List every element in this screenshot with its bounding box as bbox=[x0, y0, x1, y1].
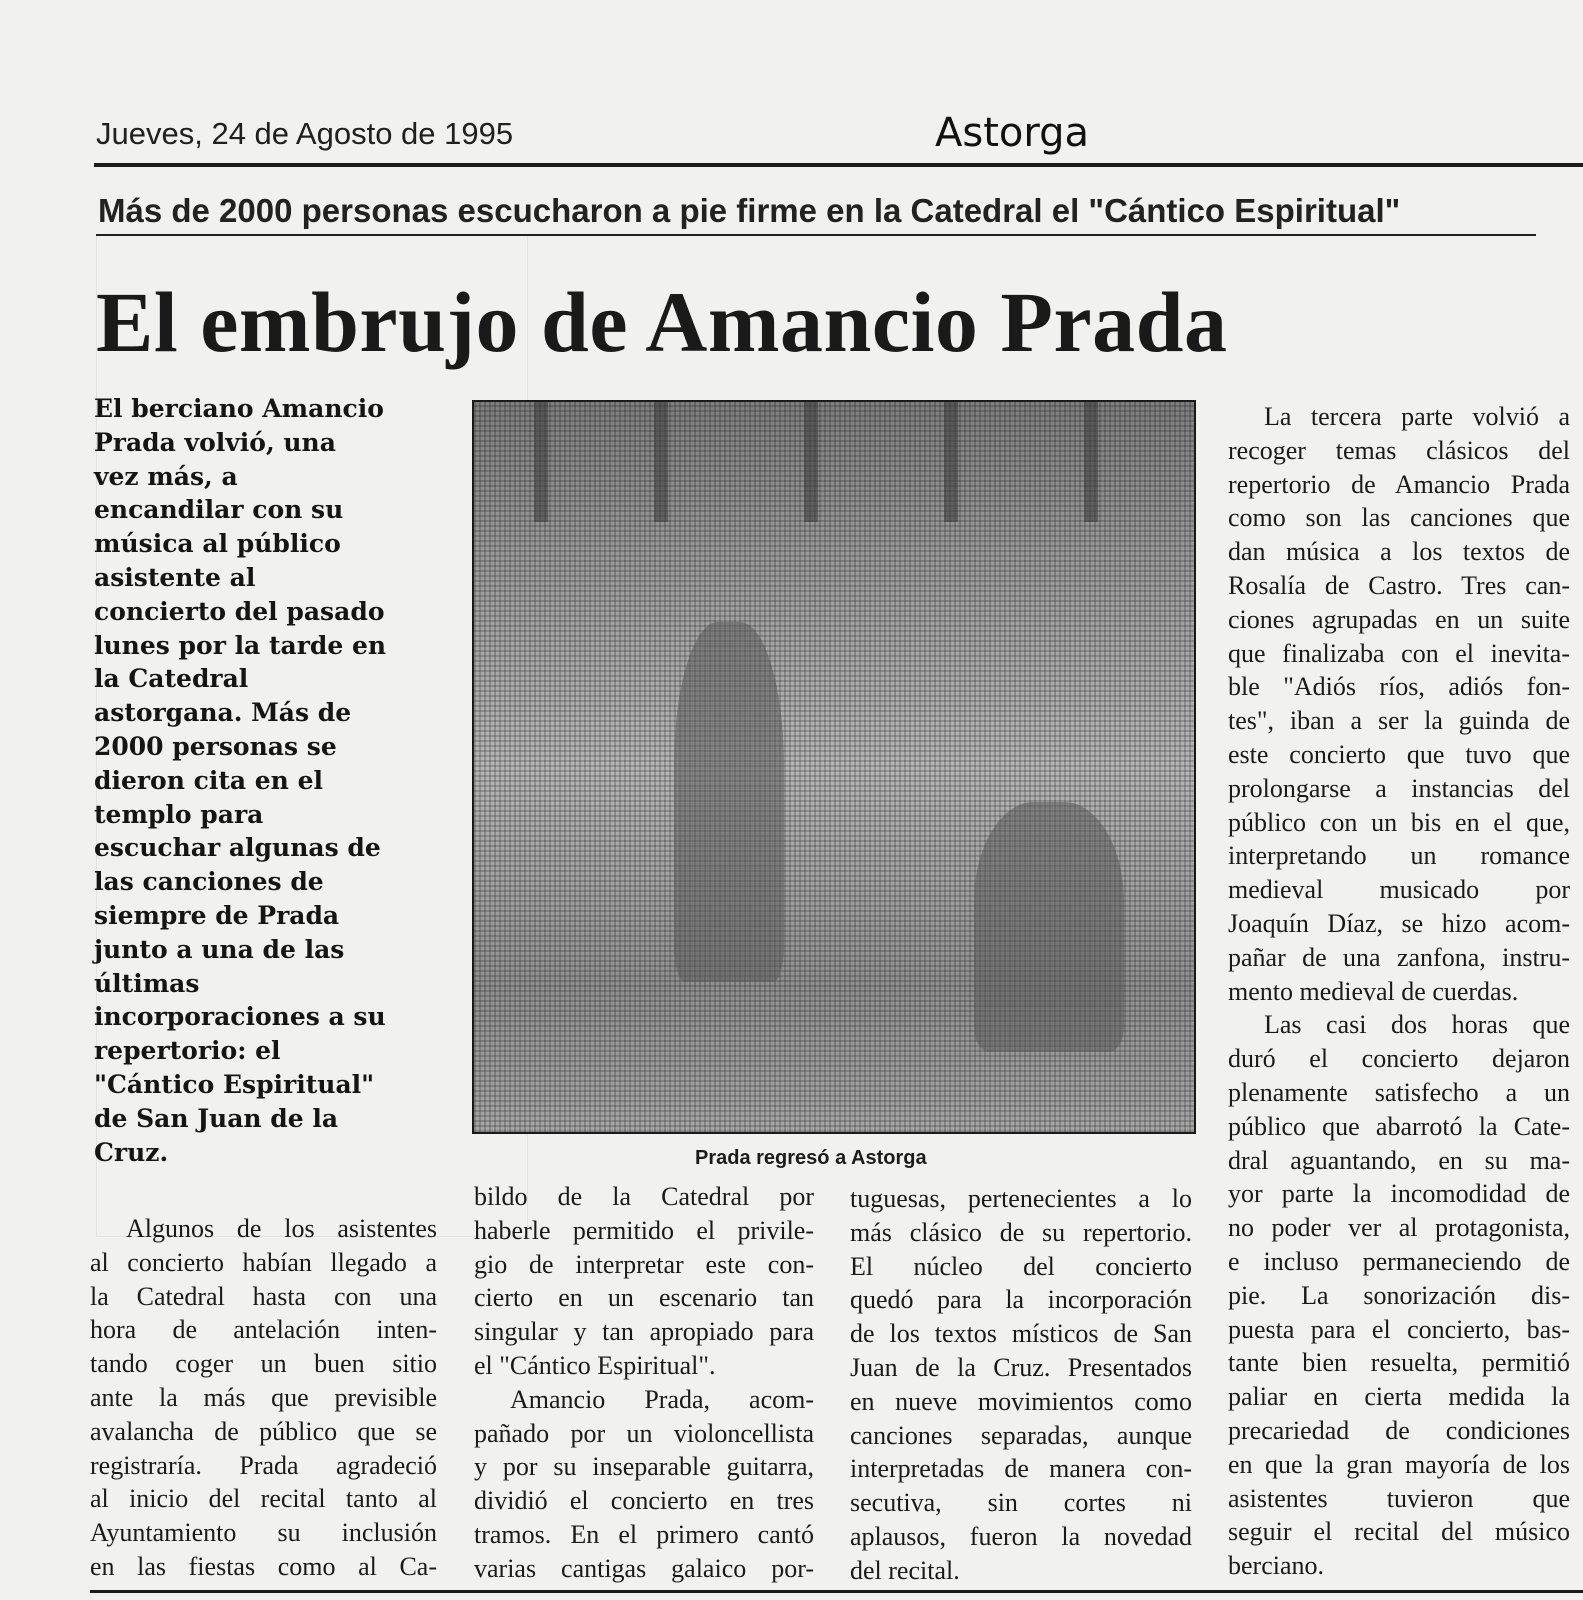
text-line: la Catedral hasta con una bbox=[90, 1281, 437, 1311]
text-line: quedó para la incorporación bbox=[850, 1285, 1192, 1315]
text-line: dral aguantando, en su ma- bbox=[1228, 1145, 1570, 1175]
body-column-1 bbox=[90, 1212, 437, 1584]
text-line: registraría. Prada agradeció bbox=[90, 1450, 437, 1480]
text-line: aplausos, fueron la novedad bbox=[850, 1521, 1192, 1551]
text-line: paliar en cierta medida la bbox=[1228, 1382, 1570, 1412]
photo-shadow bbox=[1084, 402, 1098, 522]
text-line: Joaquín Díaz, se hizo acom- bbox=[1228, 908, 1570, 938]
photo-shadow bbox=[534, 402, 548, 522]
text-line: interpretadas de manera con- bbox=[850, 1454, 1192, 1484]
text-line: no poder ver al protagonista, bbox=[1228, 1213, 1570, 1243]
text-line: que finalizaba con el inevita- bbox=[1228, 638, 1570, 668]
text-line: en nueve movimientos como bbox=[850, 1386, 1192, 1416]
text-line: en las fiestas como al Ca- bbox=[90, 1551, 437, 1581]
lead-line: junto a una de las bbox=[94, 934, 345, 964]
text-line: canciones separadas, aunque bbox=[850, 1420, 1192, 1450]
text-line: y por su inseparable guitarra, bbox=[474, 1452, 814, 1482]
lead-line: lunes por la tarde en bbox=[94, 630, 387, 660]
bottom-rule bbox=[90, 1590, 1583, 1593]
text-line: plenamente satisfecho a un bbox=[1228, 1077, 1570, 1107]
text-line: Rosalía de Castro. Tres can- bbox=[1228, 570, 1570, 600]
text-line: Juan de la Cruz. Presentados bbox=[850, 1352, 1192, 1382]
lead-line: música al público bbox=[94, 529, 341, 559]
text-line: avalancha de público que se bbox=[90, 1416, 437, 1446]
text-line: al inicio del recital tanto al bbox=[90, 1484, 437, 1514]
text-line: hora de antelación inten- bbox=[90, 1315, 437, 1345]
text-line: este concierto que tuvo que bbox=[1228, 739, 1570, 769]
section-title: Astorga bbox=[935, 110, 1090, 156]
lead-line: últimas bbox=[94, 968, 200, 998]
text-line: el "Cántico Espiritual". bbox=[474, 1350, 716, 1380]
lead-line: Prada volvió, una bbox=[94, 427, 336, 457]
issue-date: Jueves, 24 de Agosto de 1995 bbox=[96, 116, 514, 151]
text-line: interpretando un romance bbox=[1228, 841, 1570, 871]
lead-line: El berciano Amancio bbox=[94, 394, 384, 423]
text-line: duró el concierto dejaron bbox=[1228, 1044, 1570, 1074]
text-line: medieval musicado por bbox=[1228, 875, 1570, 905]
text-line: más clásico de su repertorio. bbox=[850, 1217, 1192, 1247]
text-line: de los textos místicos de San bbox=[850, 1319, 1192, 1349]
lead-line: escuchar algunas de bbox=[94, 833, 381, 863]
text-line: asistentes tuvieron que bbox=[1228, 1483, 1570, 1513]
article-headline: El embrujo de Amancio Prada bbox=[96, 274, 1228, 370]
lead-line: siempre de Prada bbox=[94, 900, 340, 930]
text-line: haberle permitido el privile- bbox=[474, 1215, 814, 1245]
text-line: cierto en un escenario tan bbox=[474, 1283, 814, 1313]
lead-line: astorgana. Más de bbox=[94, 698, 352, 728]
photo-figure-singer bbox=[674, 622, 784, 982]
lead-line: la Catedral bbox=[94, 664, 249, 694]
text-line: repertorio de Amancio Prada bbox=[1228, 469, 1570, 499]
text-line: pie. La sonorización dis- bbox=[1228, 1280, 1570, 1310]
text-line: público con un bis en el que, bbox=[1228, 807, 1570, 837]
text-line: dividió el concierto en tres bbox=[474, 1486, 814, 1516]
kicker-subheadline: Más de 2000 personas escucharon a pie firme en la Catedral el "Cántico Espiritual" bbox=[98, 192, 1401, 229]
text-line: puesta para el concierto, bas- bbox=[1228, 1314, 1570, 1344]
text-line: en que la gran mayoría de los bbox=[1228, 1449, 1570, 1479]
text-line: e incluso permaneciendo de bbox=[1228, 1246, 1570, 1276]
text-line: La tercera parte volvió a bbox=[1264, 402, 1570, 431]
lead-line: las canciones de bbox=[94, 867, 324, 897]
text-line: dan música a los textos de bbox=[1228, 537, 1570, 567]
text-line: al concierto habían llegado a bbox=[90, 1247, 437, 1277]
text-line: tando coger un buen sitio bbox=[90, 1349, 437, 1379]
text-line: recoger temas clásicos del bbox=[1228, 435, 1570, 465]
lead-line: vez más, a bbox=[94, 461, 238, 491]
lead-line: dieron cita en el bbox=[94, 765, 323, 795]
text-line: pañar de una zanfona, instru- bbox=[1228, 942, 1570, 972]
lead-line: templo para bbox=[94, 799, 264, 829]
text-line: varias cantigas galaico por- bbox=[474, 1553, 814, 1583]
text-line: Ayuntamiento su inclusión bbox=[90, 1518, 437, 1548]
text-line: tuguesas, pertenecientes a lo bbox=[850, 1184, 1192, 1213]
kicker-underline bbox=[96, 234, 1536, 236]
text-line: secutiva, sin cortes ni bbox=[850, 1488, 1192, 1518]
header-rule bbox=[94, 163, 1583, 167]
lead-line: "Cántico Espiritual" bbox=[94, 1069, 375, 1099]
text-line: tante bien resuelta, permitió bbox=[1228, 1348, 1570, 1378]
text-line: Amancio Prada, acom- bbox=[510, 1384, 814, 1414]
lead-paragraph bbox=[94, 392, 429, 1169]
lead-line: de San Juan de la bbox=[94, 1103, 339, 1133]
text-line: prolongarse a instancias del bbox=[1228, 773, 1570, 803]
text-line: tramos. En el primero cantó bbox=[474, 1519, 814, 1549]
lead-line: asistente al bbox=[94, 562, 256, 592]
concert-photo bbox=[472, 400, 1196, 1134]
photo-figure-cellist bbox=[974, 802, 1124, 1052]
text-line: Algunos de los asistentes bbox=[126, 1214, 437, 1243]
text-line: pañado por un violoncellista bbox=[474, 1418, 814, 1448]
body-column-4 bbox=[1228, 400, 1570, 1583]
text-line: del recital. bbox=[850, 1555, 960, 1585]
text-line: ante la más que previsible bbox=[90, 1382, 437, 1412]
text-line: yor parte la incomodidad de bbox=[1228, 1179, 1570, 1209]
text-line: singular y tan apropiado para bbox=[474, 1317, 814, 1347]
text-line: ciones agrupadas en un suite bbox=[1228, 604, 1570, 634]
photo-shadow bbox=[804, 402, 818, 522]
photo-shadow bbox=[944, 402, 958, 522]
photo-shadow bbox=[654, 402, 668, 522]
body-column-2 bbox=[474, 1180, 814, 1586]
lead-line: encandilar con su bbox=[94, 495, 344, 525]
lead-line: concierto del pasado bbox=[94, 596, 385, 626]
lead-line: Cruz. bbox=[94, 1137, 169, 1167]
text-line: berciano. bbox=[1228, 1551, 1325, 1581]
body-column-3 bbox=[850, 1182, 1192, 1588]
lead-line: 2000 personas se bbox=[94, 731, 337, 761]
text-line: seguir el recital del músico bbox=[1228, 1517, 1570, 1547]
text-line: como son las canciones que bbox=[1228, 503, 1570, 533]
lead-line: incorporaciones a su bbox=[94, 1002, 386, 1032]
text-line: precariedad de condiciones bbox=[1228, 1415, 1570, 1445]
text-line: mento medieval de cuerdas. bbox=[1228, 976, 1519, 1006]
text-line: bildo de la Catedral por bbox=[474, 1182, 814, 1211]
photo-caption: Prada regresó a Astorga bbox=[695, 1147, 927, 1169]
text-line: tes", iban a ser la guinda de bbox=[1228, 706, 1570, 736]
text-line: ble "Adiós ríos, adiós fon- bbox=[1228, 672, 1570, 702]
text-line: Las casi dos horas que bbox=[1264, 1010, 1570, 1040]
text-line: gio de interpretar este con- bbox=[474, 1249, 814, 1279]
text-line: público que abarrotó la Cate- bbox=[1228, 1111, 1570, 1141]
text-line: El núcleo del concierto bbox=[850, 1251, 1192, 1281]
lead-line: repertorio: el bbox=[94, 1036, 281, 1066]
